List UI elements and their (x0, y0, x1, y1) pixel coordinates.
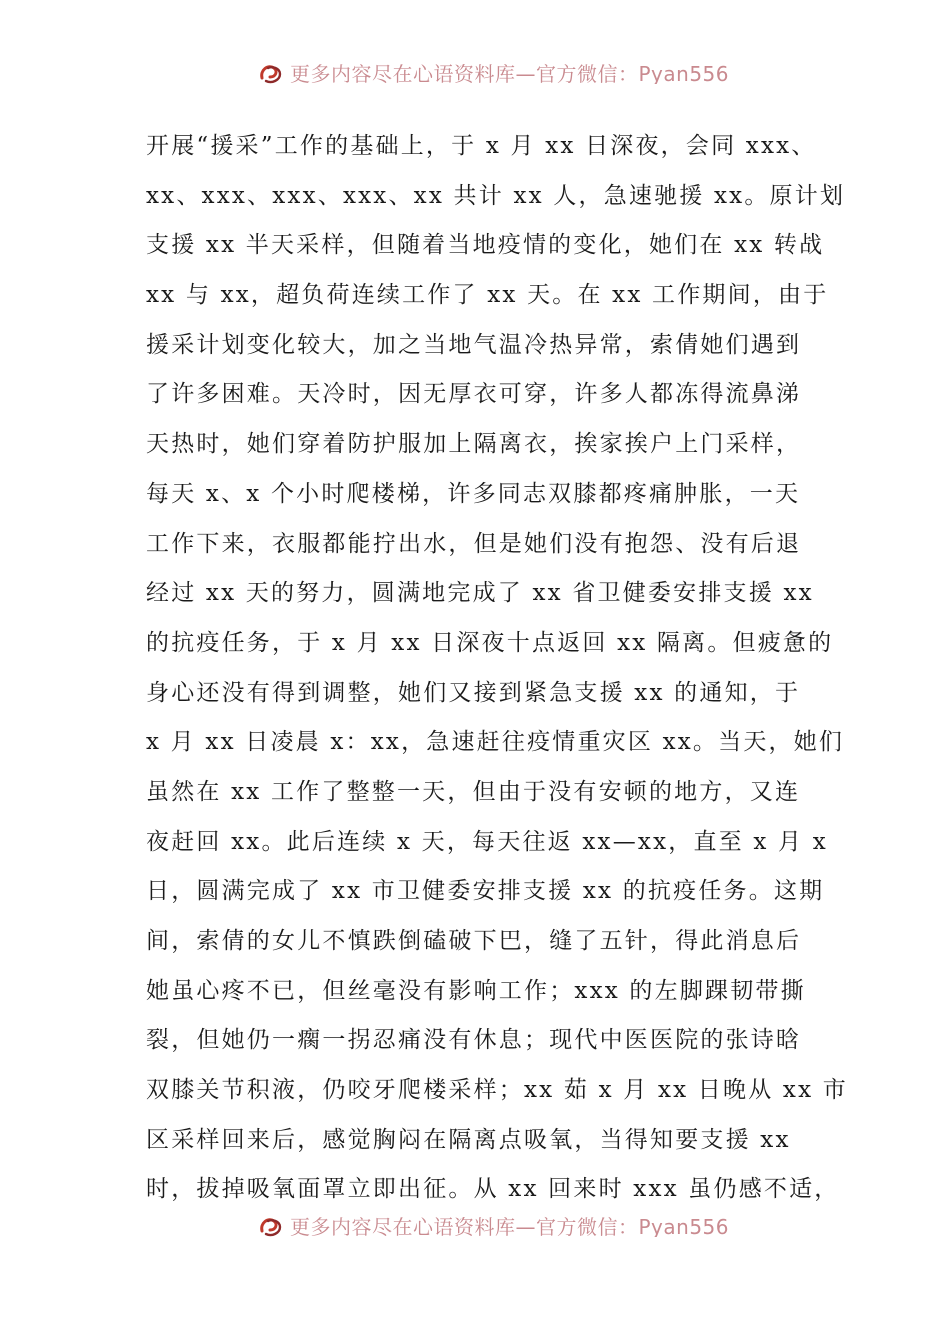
text-line: 支援 xx 半天采样，但随着当地疫情的变化，她们在 xx 转战 (146, 232, 825, 259)
text-line: 工作下来，衣服都能拧出水，但是她们没有抱怨、没有后退 (146, 530, 802, 557)
text-line: 的抗疫任务，于 x 月 xx 日深夜十点返回 xx 隔离。但疲惫的 (146, 629, 834, 656)
footer-watermark (0, 1205, 950, 1237)
watermark-text: 更多内容尽在心语资料库—官方微信：Pyan556 (290, 62, 730, 84)
text-line: 区采样回来后，感觉胸闷在隔离点吸氧，当得知要支援 xx (146, 1126, 791, 1153)
text-line: 双膝关节积液，仍咬牙爬楼采样；xx 茹 x 月 xx 日晚从 xx 市 (146, 1077, 848, 1104)
text-line: 每天 x、x 个小时爬楼梯，许多同志双膝都疼痛肿胀，一天 (146, 480, 801, 507)
text-line: 间，索倩的女儿不慎跌倒磕破下巴，缝了五针，得此消息后 (146, 928, 802, 954)
text-line: 她虽心疼不已，但丝毫没有影响工作；xxx 的左脚踝韧带撕 (146, 977, 806, 1004)
text-line: 时，拔掉吸氧面罩立即出征。从 xx 回来时 xxx 虽仍感不适， (146, 1176, 840, 1203)
text-line: xx、xxx、xxx、xxx、xx 共计 xx 人，急速驰援 xx。原计划 (146, 182, 846, 209)
text-line: x 月 xx 日凌晨 x：xx，急速赶往疫情重灾区 xx。当天，她们 (146, 729, 845, 756)
watermark-text: 更多内容尽在心语资料库—官方微信：Pyan556 (290, 1215, 730, 1237)
text-line: 裂，但她仍一瘸一拐忍痛没有休息；现代中医医院的张诗晗 (146, 1027, 802, 1054)
text-line: 夜赶回 xx。此后连续 x 天，每天往返 xx—xx，直至 x 月 x (146, 828, 828, 855)
text-line: 援采计划变化较大，加之当地气温冷热异常，索倩她们遇到 (146, 331, 802, 358)
text-line: 日，圆满完成了 xx 市卫健委安排支援 xx 的抗疫任务。这期 (146, 878, 825, 905)
header-watermark (0, 52, 950, 84)
watermark-logo-icon (258, 1213, 284, 1238)
text-line: 天热时，她们穿着防护服加上隔离衣，挨家挨户上门采样， (146, 431, 802, 458)
watermark-logo-icon (258, 60, 284, 85)
text-line: 经过 xx 天的努力，圆满地完成了 xx 省卫健委安排支援 xx (146, 580, 814, 607)
text-line: xx 与 xx，超负荷连续工作了 xx 天。在 xx 工作期间，由于 (146, 282, 829, 309)
text-line: 了许多困难。天冷时，因无厚衣可穿，许多人都冻得流鼻涕 (146, 381, 802, 408)
text-line: 开展“援采”工作的基础上，于 x 月 xx 日深夜，会同 xxx、 (146, 133, 817, 159)
text-line: 身心还没有得到调整，她们又接到紧急支援 xx 的通知，于 (146, 679, 801, 706)
text-line: 虽然在 xx 工作了整整一天，但由于没有安顿的地方，又连 (146, 778, 801, 805)
document-body (146, 122, 848, 1215)
